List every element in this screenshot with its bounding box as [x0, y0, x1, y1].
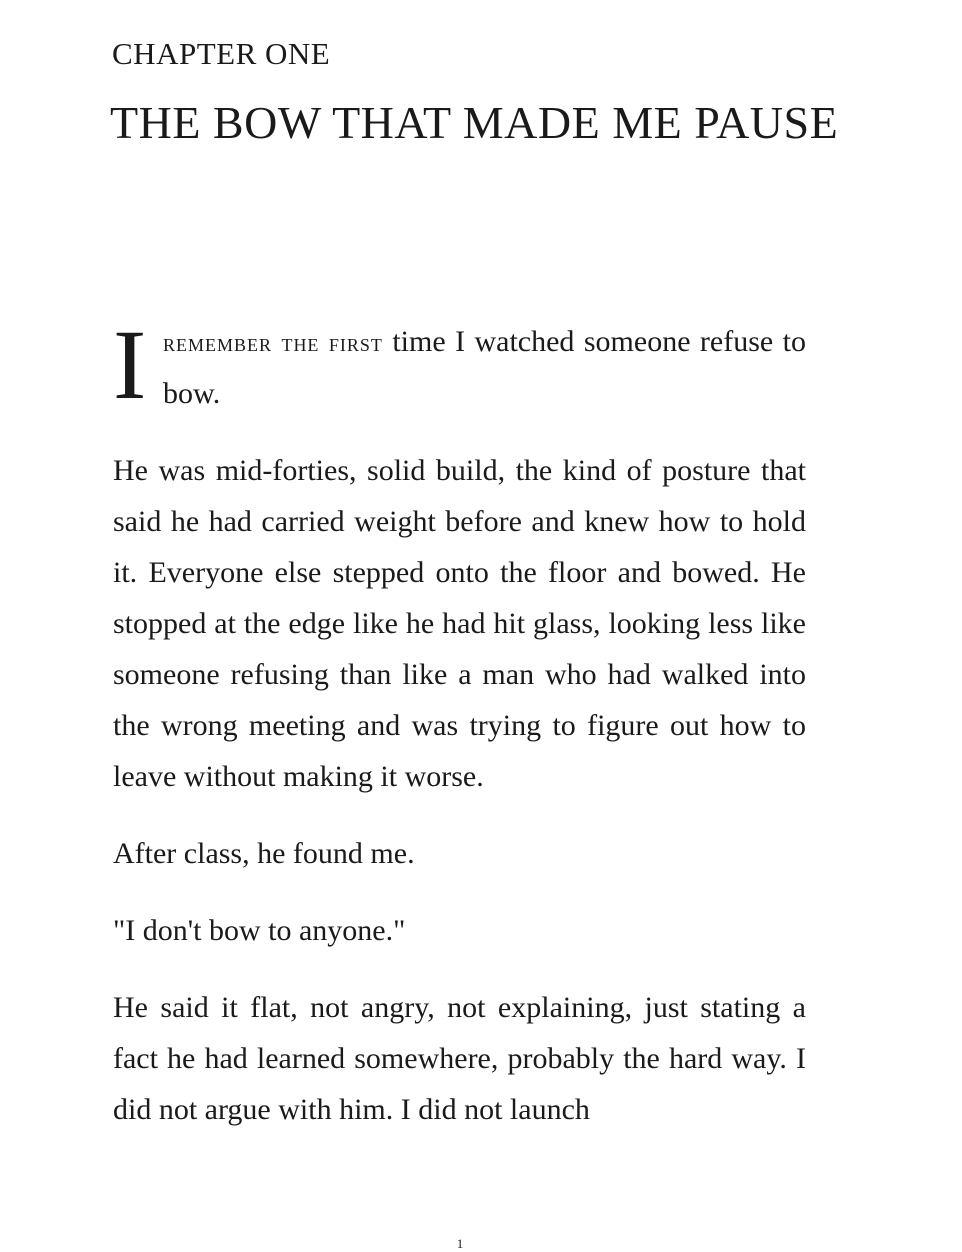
drop-cap: I	[113, 309, 147, 420]
paragraph: After class, he found me.	[113, 837, 415, 870]
paragraph: "I don't bow to anyone."	[113, 914, 406, 947]
opening-paragraph	[113, 309, 806, 420]
paragraph: He was mid-forties, solid build, the kind of posture that said he had carried weight before and knew how to hold it. Everyone else stepped onto the floor and bowed. He stopped at the edge like he had hit glass, looking less like someone refusing than like a man who had walked into the wrong meeting and was trying to figure out how to leave without making it worse.	[113, 454, 806, 793]
page-number: 1	[456, 1236, 464, 1251]
opening-rest: time I watched someone refuse to bow.	[163, 325, 806, 410]
chapter-body	[113, 309, 806, 1161]
chapter-title: THE BOW THAT MADE ME PAUSE	[110, 97, 839, 148]
opening-small-caps: remember the first	[163, 328, 383, 357]
paragraph: He said it flat, not angry, not explaining, just stating a fact he had learned somewhere, probably the hard way. I did not argue with him. I did not launch	[113, 991, 806, 1126]
chapter-label: CHAPTER ONE	[112, 36, 331, 71]
